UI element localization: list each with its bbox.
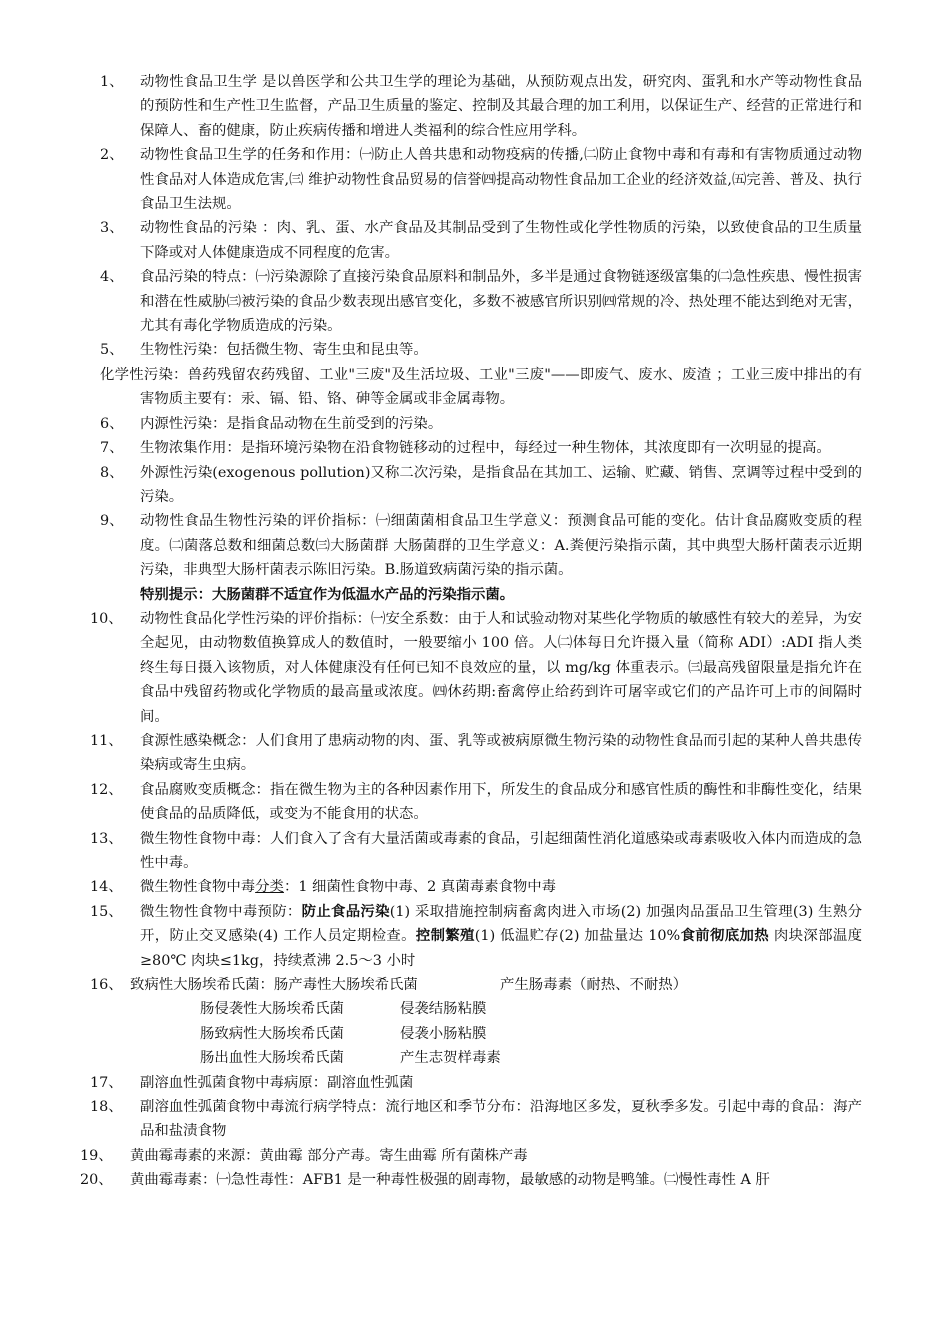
item-18: [90, 1095, 862, 1144]
ecoli-row: [200, 997, 862, 1021]
item-number: 5、: [100, 342, 124, 359]
item-7: [100, 436, 862, 460]
item-number: 6、: [100, 415, 124, 432]
item-12: [90, 778, 862, 827]
item-number: 3、: [100, 220, 124, 237]
item-8: [100, 461, 862, 510]
ecoli-type: 肠出血性大肠埃希氏菌: [200, 1050, 344, 1067]
item-13: [90, 827, 862, 876]
ecoli-type: 肠侵袭性大肠埃希氏菌: [200, 1001, 344, 1018]
item-text: 内源性污染：是指食品动物在生前受到的污染。: [140, 415, 443, 432]
item-number: 12、: [90, 781, 123, 798]
item-text: 化学性污染：兽药残留农药残留、工业"三废"及生活垃圾、工业"三废"——即废气、废水、废渣 ；工业三废中排出的有害物质主要有：汞、镉、铅、铬、砷等金属或非金属毒物。: [100, 366, 862, 408]
item-number: 20、: [80, 1172, 113, 1189]
item-6: [100, 412, 862, 436]
item-chemical-pollution: [100, 363, 862, 412]
item-17: [90, 1071, 862, 1095]
item-1: [100, 70, 862, 143]
item-number: 19、: [80, 1147, 113, 1164]
item-text: 生物浓集作用：是指环境污染物在沿食物链移动的过程中，每经过一种生物体，其浓度即有一次明显的提高。: [140, 440, 831, 457]
underlined-term: 分类: [255, 879, 284, 896]
item-number: 14、: [90, 879, 123, 896]
bold-term: 防止食品污染: [301, 902, 390, 920]
item-text: ：1 细菌性食物中毒、2 真菌毒素食物中毒: [283, 879, 557, 896]
item-text: 动物性食品化学性污染的评价指标：㈠安全系数：由于人和试验动物对某些化学物质的敏感性有较大的差异，为安全起见，由动物数值换算成人的数值时，一般要缩小 100 倍。人㈡体每日允许摄入量（简称 ADI）:ADI 指人类终生每日摄入该物质，对人体健康没有任何已知不良效应的量，以 mg/kg 体重表示。㈢最高残留限量是指允许在食品中残留药物或化学物质的最高量或浓度。㈣休药期:畜禽停止给药到许可屠宰或它们的产品许可上市的间隔时间。: [140, 610, 862, 725]
ecoli-row: [130, 973, 862, 997]
ecoli-row: [200, 1046, 862, 1070]
item-11: [90, 729, 862, 778]
item-number: 15、: [90, 903, 123, 920]
item-number: 1、: [100, 74, 124, 90]
ecoli-row: [200, 1022, 862, 1046]
document-page: [0, 70, 950, 1193]
item-text: 肉块深部温度≥80℃ 肉块≤1kg，持续煮沸 2.5～3 小时: [140, 928, 862, 969]
item-text: 动物性食品生物性污染的评价指标：㈠细菌菌相食品卫生学意义：预测食品可能的变化。估计食品腐败变质的程度。㈡菌落总数和细菌总数㈢大肠菌群 大肠菌群的卫生学意义：A.粪便污染指示菌，其中典型大肠杆菌表示近期污染，非典型大肠杆菌表示陈旧污染。B.肠道致病菌污染的指示菌。: [140, 513, 862, 579]
item-text: (1) 低温贮存(2) 加盐量达 10%: [474, 928, 681, 945]
item-text: 食源性感染概念：人们食用了患病动物的肉、蛋、乳等或被病原微生物污染的动物性食品而引起的某种人兽共患传染病或寄生虫病。: [140, 732, 862, 774]
item-text: 黄曲霉毒素：㈠急性毒性：AFB1 是一种毒性极强的剧毒物，最敏感的动物是鸭雏。㈡慢性毒性 A 肝: [130, 1172, 770, 1189]
item-text: (1) 采取措施控制病畜禽肉进入市场(2) 加强肉品蛋品卫生管理(3) 生熟分开，防止交叉感染(4) 工作人员定期检查。: [140, 903, 862, 945]
item-number: 16、: [90, 977, 123, 994]
item-2: [100, 143, 862, 216]
item-number: 10、: [90, 610, 123, 627]
item-15: [90, 900, 862, 973]
item-16: [90, 973, 862, 1071]
bold-term: 食前彻底加热: [680, 927, 769, 945]
ecoli-effect: 产生志贺样毒素: [400, 1050, 501, 1067]
item-text: 外源性污染(exogenous pollution)又称二次污染，是指食品在其加工、运输、贮藏、销售、烹调等过程中受到的污染。: [140, 464, 862, 505]
ecoli-effect: 侵袭结肠粘膜: [400, 1001, 487, 1018]
item-text: 动物性食品的污染 ：肉、乳、蛋、水产食品及其制品受到了生物性或化学性物质的污染，以致使食品的卫生质量下降或对人体健康造成不同程度的危害。: [140, 220, 862, 261]
item-3: [100, 216, 862, 265]
item-text: 动物性食品卫生学 是以兽医学和公共卫生学的理论为基础，从预防观点出发，研究肉、蛋乳和水产等动物性食品的预防性和生产性卫生监督，产品卫生质量的鉴定、控制及其最合理的加工利用，以保证生产、经营的正常进行和保障人、畜的健康，防止疾病传播和增进人类福利的综合性应用学科。: [140, 74, 862, 139]
item-14: [90, 875, 862, 899]
ecoli-effect: 侵袭小肠粘膜: [400, 1025, 487, 1042]
item-text: 黄曲霉毒素的来源：黄曲霉 部分产毒。寄生曲霉 所有菌株产毒: [130, 1147, 528, 1164]
item-text: 微生物性食物中毒: [140, 879, 256, 896]
ecoli-type: 致病性大肠埃希氏菌：肠产毒性大肠埃希氏菌: [130, 977, 418, 994]
item-number: 13、: [90, 830, 123, 847]
item-4: [100, 265, 862, 338]
ecoli-effect: 产生肠毒素（耐热、不耐热）: [500, 977, 688, 994]
item-number: 9、: [100, 513, 124, 530]
special-note: 特别提示：大肠菌群不适宜作为低温水产品的污染指示菌。: [140, 585, 515, 603]
item-text: 副溶血性弧菌食物中毒病原：副溶血性弧菌: [140, 1074, 414, 1091]
item-text: 食品污染的特点：㈠污染源除了直接污染食品原料和制品外，多半是通过食物链逐级富集的㈡急性疾患、慢性损害和潜在性威胁㈢被污染的食品少数表现出感官变化，多数不被感官所识别㈣常规的冷、热处理不能达到绝对无害，尤其有毒化学物质造成的污染。: [140, 269, 862, 335]
item-number: 11、: [90, 732, 123, 749]
item-number: 18、: [90, 1099, 123, 1116]
item-text: 微生物性食物中毒：人们食入了含有大量活菌或毒素的食品，引起细菌性消化道感染或毒素吸收入体内而造成的急性中毒。: [140, 830, 862, 871]
item-19: [80, 1144, 852, 1168]
item-number: 7、: [100, 440, 124, 457]
item-text: 微生物性食物中毒预防：: [140, 903, 302, 920]
item-text: 生物性污染：包括微生物、寄生虫和昆虫等。: [140, 342, 428, 359]
item-text: 食品腐败变质概念：指在微生物为主的各种因素作用下，所发生的食品成分和感官性质的酶性和非酶性变化，结果使食品的品质降低，或变为不能食用的状态。: [140, 781, 862, 823]
item-9: [100, 509, 862, 607]
item-number: 17、: [90, 1074, 123, 1091]
item-number: 4、: [100, 269, 124, 286]
item-10: [90, 607, 862, 729]
bold-term: 控制繁殖: [415, 927, 475, 945]
item-text: 副溶血性弧菌食物中毒流行病学特点：流行地区和季节分布：沿海地区多发，夏秋季多发。引起中毒的食品：海产品和盐渍食物: [140, 1099, 862, 1140]
item-number: 8、: [100, 464, 124, 481]
item-number: 2、: [100, 147, 124, 164]
item-5: [100, 338, 862, 362]
item-20: [80, 1168, 852, 1192]
item-text: 动物性食品卫生学的任务和作用：㈠防止人兽共患和动物疫病的传播,㈡防止食物中毒和有毒和有害物质通过动物性食品对人体造成危害,㈢ 维护动物性食品贸易的信誉㈣提高动物性食品加工企业的经济效益,㈤完善、普及、执行食品卫生法规。: [140, 147, 862, 213]
ecoli-type: 肠致病性大肠埃希氏菌: [200, 1025, 344, 1042]
